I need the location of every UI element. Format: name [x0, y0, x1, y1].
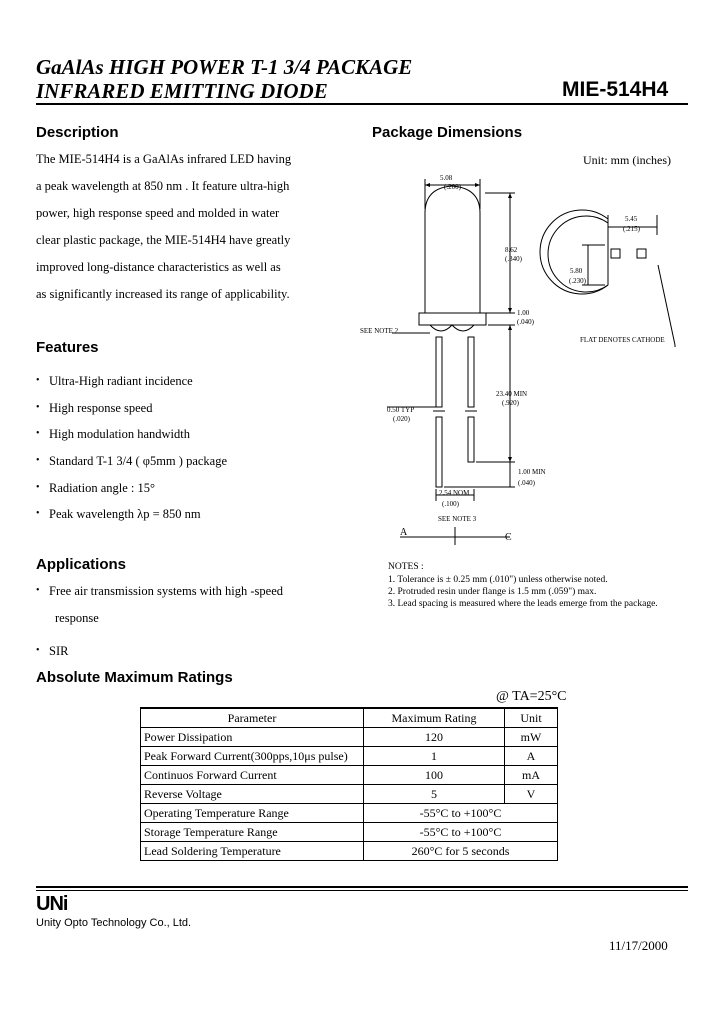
- table-header-row: [141, 708, 558, 728]
- param-cell: Lead Soldering Temperature: [141, 842, 364, 861]
- column-header: Maximum Rating: [364, 708, 505, 728]
- dim-label: 5.45: [625, 215, 638, 223]
- feature-item: • Standard T-1 3/4 ( φ5mm ) package: [49, 453, 227, 469]
- side-view-lead: [637, 249, 646, 258]
- table-row: [141, 823, 558, 842]
- header-rule: [36, 103, 688, 105]
- dim-label: (.920): [502, 399, 519, 407]
- description-line: power, high response speed and molded in water: [36, 206, 280, 220]
- param-cell: Storage Temperature Range: [141, 823, 364, 842]
- note-item: 2. Protruded resin under flange is 1.5 mm (.059") max.: [388, 587, 597, 597]
- package-heading: Package Dimensions: [372, 124, 523, 141]
- dim-label: 0.50 TYP: [387, 406, 415, 414]
- note-item: 3. Lead spacing is measured where the leads emerge from the package.: [388, 599, 658, 609]
- resin-bottom: [430, 325, 474, 331]
- value-cell: -55°C to +100°C: [364, 804, 558, 823]
- param-cell: Power Dissipation: [141, 728, 364, 747]
- dim-label: 1.00: [517, 309, 530, 317]
- feature-item: • Radiation angle : 15°: [49, 480, 155, 496]
- lead-cathode: [468, 337, 474, 407]
- note-ref: SEE NOTE 2: [360, 327, 399, 335]
- part-number: MIE-514H4: [562, 78, 669, 101]
- cathode-pin-label: C: [505, 532, 512, 543]
- column-header: Unit: [505, 708, 558, 728]
- footer-rule-thin: [36, 890, 688, 891]
- table-row: [141, 766, 558, 785]
- table-row: [141, 728, 558, 747]
- value-cell: -55°C to +100°C: [364, 823, 558, 842]
- feature-item: • Ultra-High radiant incidence: [49, 373, 193, 389]
- description-text: [36, 146, 336, 308]
- ratings-condition: @ TA=25°C: [496, 689, 567, 704]
- title-line-1: GaAlAs HIGH POWER T-1 3/4 PACKAGE: [36, 55, 413, 79]
- side-view-lead: [611, 249, 620, 258]
- table-row: [141, 785, 558, 804]
- description-line: improved long-distance characteristics as well as: [36, 260, 281, 274]
- dim-label: (.215): [623, 225, 640, 233]
- cathode-label: FLAT DENOTES CATHODE: [580, 336, 665, 344]
- ratings-heading: Absolute Maximum Ratings: [36, 669, 233, 686]
- feature-item: • Peak wavelength λp = 850 nm: [49, 506, 201, 522]
- document-date: 11/17/2000: [609, 938, 668, 953]
- table-row: [141, 804, 558, 823]
- lead-anode: [436, 337, 442, 407]
- led-flange: [419, 313, 486, 325]
- lead-cathode-lower: [468, 417, 474, 462]
- dim-label: (.040): [517, 318, 534, 326]
- value-cell: 5: [364, 785, 505, 804]
- description-line: a peak wavelength at 850 nm . It feature ultra-high: [36, 179, 290, 193]
- feature-item: • High response speed: [49, 400, 152, 416]
- anode-label: A: [400, 527, 408, 538]
- column-header: Parameter: [141, 708, 364, 728]
- value-cell: 1: [364, 747, 505, 766]
- unit-cell: mW: [505, 728, 558, 747]
- feature-item: • High modulation handwidth: [49, 426, 190, 442]
- dim-label: (.200): [444, 183, 461, 191]
- dim-label: (.100): [442, 500, 459, 508]
- applications-heading: Applications: [36, 556, 127, 573]
- unit-cell: mA: [505, 766, 558, 785]
- dim-label: 23.40 MIN: [496, 390, 528, 398]
- note-item: 1. Tolerance is ± 0.25 mm (.010") unless otherwise noted.: [388, 575, 608, 585]
- application-item: • SIR: [49, 643, 68, 659]
- value-cell: 260°C for 5 seconds: [364, 842, 558, 861]
- notes-heading: NOTES :: [388, 562, 424, 572]
- dim-label: 2.54 NOM: [439, 489, 470, 497]
- dim-label: (.230): [569, 277, 586, 285]
- dim-label: 5.08: [440, 174, 453, 182]
- led-body-outline: [425, 186, 480, 313]
- company-logo: UNi: [36, 893, 68, 915]
- param-cell: Continuos Forward Current: [141, 766, 364, 785]
- features-heading: Features: [36, 339, 99, 356]
- dim-label: 1.00 MIN: [518, 468, 546, 476]
- dim-label: (.020): [393, 415, 410, 423]
- note-ref: SEE NOTE 3: [438, 515, 477, 523]
- dim-label: 5.80: [570, 267, 583, 275]
- value-cell: 100: [364, 766, 505, 785]
- unit-label: Unit: mm (inches): [583, 153, 671, 167]
- package-drawing: [340, 165, 690, 550]
- param-cell: Operating Temperature Range: [141, 804, 364, 823]
- company-name: Unity Opto Technology Co., Ltd.: [36, 917, 192, 929]
- lead-anode-lower: [436, 417, 442, 487]
- dim-label: 8.62: [505, 246, 518, 254]
- description-line: clear plastic package, the MIE-514H4 have greatly: [36, 233, 291, 247]
- table-row: [141, 842, 558, 861]
- table-row: [141, 747, 558, 766]
- param-cell: Reverse Voltage: [141, 785, 364, 804]
- description-line: as significantly increased its range of applicability.: [36, 287, 290, 301]
- description-heading: Description: [36, 124, 119, 141]
- dim-label: (.340): [505, 255, 522, 263]
- application-item-continuation: response: [55, 611, 99, 625]
- application-item: • Free air transmission systems with high -speed: [49, 583, 283, 599]
- value-cell: 120: [364, 728, 505, 747]
- title-line-2: INFRARED EMITTING DIODE: [36, 79, 328, 103]
- param-cell: Peak Forward Current(300pps,10μs pulse): [141, 747, 364, 766]
- dim-label: (.040): [518, 479, 535, 487]
- unit-cell: V: [505, 785, 558, 804]
- unit-cell: A: [505, 747, 558, 766]
- description-line: The MIE-514H4 is a GaAlAs infrared LED having: [36, 152, 292, 166]
- ratings-table: [140, 707, 558, 861]
- footer-rule: [36, 886, 688, 888]
